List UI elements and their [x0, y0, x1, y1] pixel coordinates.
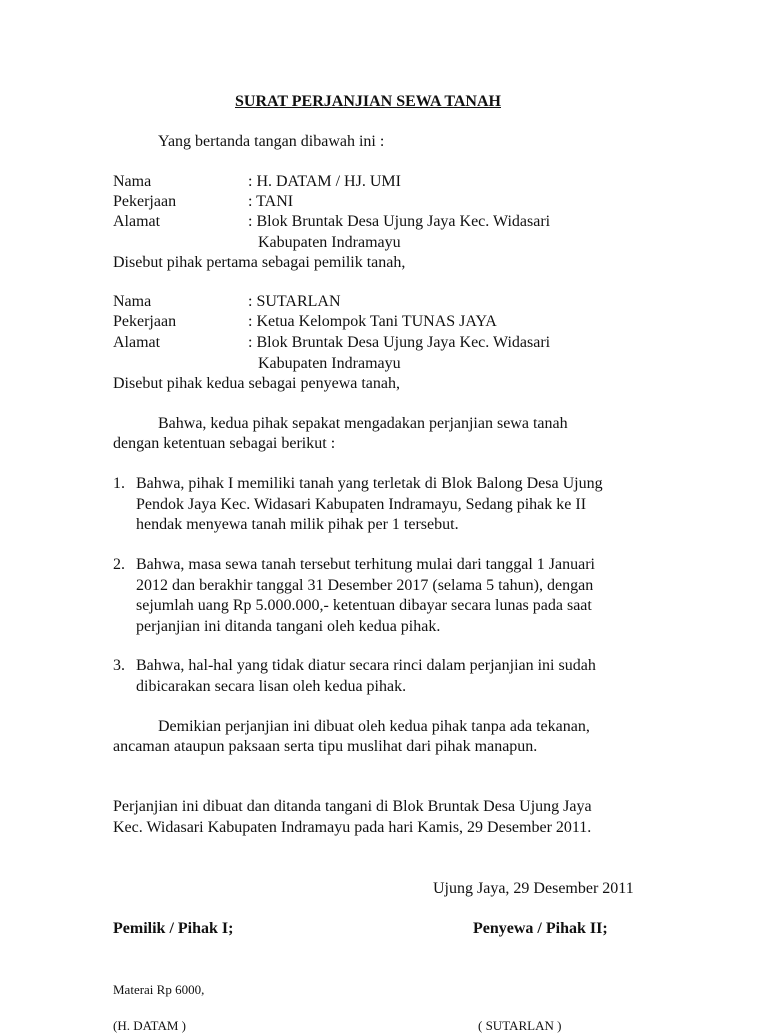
party1-nama-label: Nama — [113, 173, 152, 190]
party2-nama-label: Nama — [113, 293, 152, 310]
signer-name-right: ( SUTARLAN ) — [478, 1018, 562, 1033]
party2-pekerjaan-label: Pekerjaan — [113, 313, 177, 330]
item-number: 1. — [113, 475, 125, 492]
item-line: Bahwa, pihak I memiliki tanah yang terletak di Blok Balong Desa Ujung — [136, 475, 603, 492]
item-line: Bahwa, hal-hal yang tidak diatur secara rinci dalam perjanjian ini sudah — [136, 657, 596, 674]
party2-disebut: Disebut pihak kedua sebagai penyewa tanah, — [113, 375, 401, 392]
item-line: perjanjian ini ditanda tangani oleh kedua pihak. — [136, 618, 441, 635]
place-paragraph-cont: Kec. Widasari Kabupaten Indramayu pada hari Kamis, 29 Desember 2011. — [113, 819, 592, 836]
closing-paragraph-cont: ancaman ataupun paksaan serta tipu muslihat dari pihak manapun. — [113, 738, 538, 755]
item-line: dibicarakan secara lisan oleh kedua pihak. — [136, 678, 407, 695]
signature-label-left: Pemilik / Pihak I; — [113, 920, 234, 937]
party1-alamat-value: : Blok Bruntak Desa Ujung Jaya Kec. Widasari — [248, 213, 551, 230]
party1-disebut: Disebut pihak pertama sebagai pemilik tanah, — [113, 254, 406, 271]
item-number: 2. — [113, 556, 125, 573]
closing-paragraph: Demikian perjanjian ini dibuat oleh kedua pihak tanpa ada tekanan, — [158, 718, 590, 735]
item-line: hendak menyewa tanah milik pihak per 1 tersebut. — [136, 516, 459, 533]
party1-pekerjaan-label: Pekerjaan — [113, 193, 177, 210]
item-line: 2012 dan berakhir tanggal 31 Desember 2017 (selama 5 tahun), dengan — [136, 577, 594, 594]
agreement-intro-cont: dengan ketentuan sebagai berikut : — [113, 435, 336, 452]
party1-alamat-value-cont: Kabupaten Indramayu — [258, 234, 401, 251]
item-line: Bahwa, masa sewa tanah tersebut terhitung mulai dari tanggal 1 Januari — [136, 556, 595, 573]
item-number: 3. — [113, 657, 125, 674]
item-line: sejumlah uang Rp 5.000.000,- ketentuan dibayar secara lunas pada saat — [136, 597, 592, 614]
party1-alamat-label: Alamat — [113, 213, 161, 230]
party2-nama-value: : SUTARLAN — [248, 293, 341, 310]
item-line: Pendok Jaya Kec. Widasari Kabupaten Indramayu, Sedang pihak ke II — [136, 496, 587, 513]
document-title: SURAT PERJANJIAN SEWA TANAH — [235, 93, 501, 110]
intro-line: Yang bertanda tangan dibawah ini : — [158, 133, 385, 150]
party1-pekerjaan-value: : TANI — [248, 193, 294, 210]
date-line: Ujung Jaya, 29 Desember 2011 — [433, 880, 634, 897]
agreement-intro: Bahwa, kedua pihak sepakat mengadakan perjanjian sewa tanah — [158, 415, 568, 432]
signer-name-left: (H. DATAM ) — [113, 1018, 186, 1033]
party2-alamat-label: Alamat — [113, 334, 161, 351]
party2-pekerjaan-value: : Ketua Kelompok Tani TUNAS JAYA — [248, 313, 497, 330]
place-paragraph: Perjanjian ini dibuat dan ditanda tangani di Blok Bruntak Desa Ujung Jaya — [113, 798, 592, 815]
signature-label-right: Penyewa / Pihak II; — [473, 920, 608, 937]
party1-nama-value: : H. DATAM / HJ. UMI — [248, 173, 401, 190]
party2-alamat-value: : Blok Bruntak Desa Ujung Jaya Kec. Widasari — [248, 334, 551, 351]
party2-alamat-value-cont: Kabupaten Indramayu — [258, 355, 401, 372]
materai-note: Materai Rp 6000, — [113, 982, 205, 997]
